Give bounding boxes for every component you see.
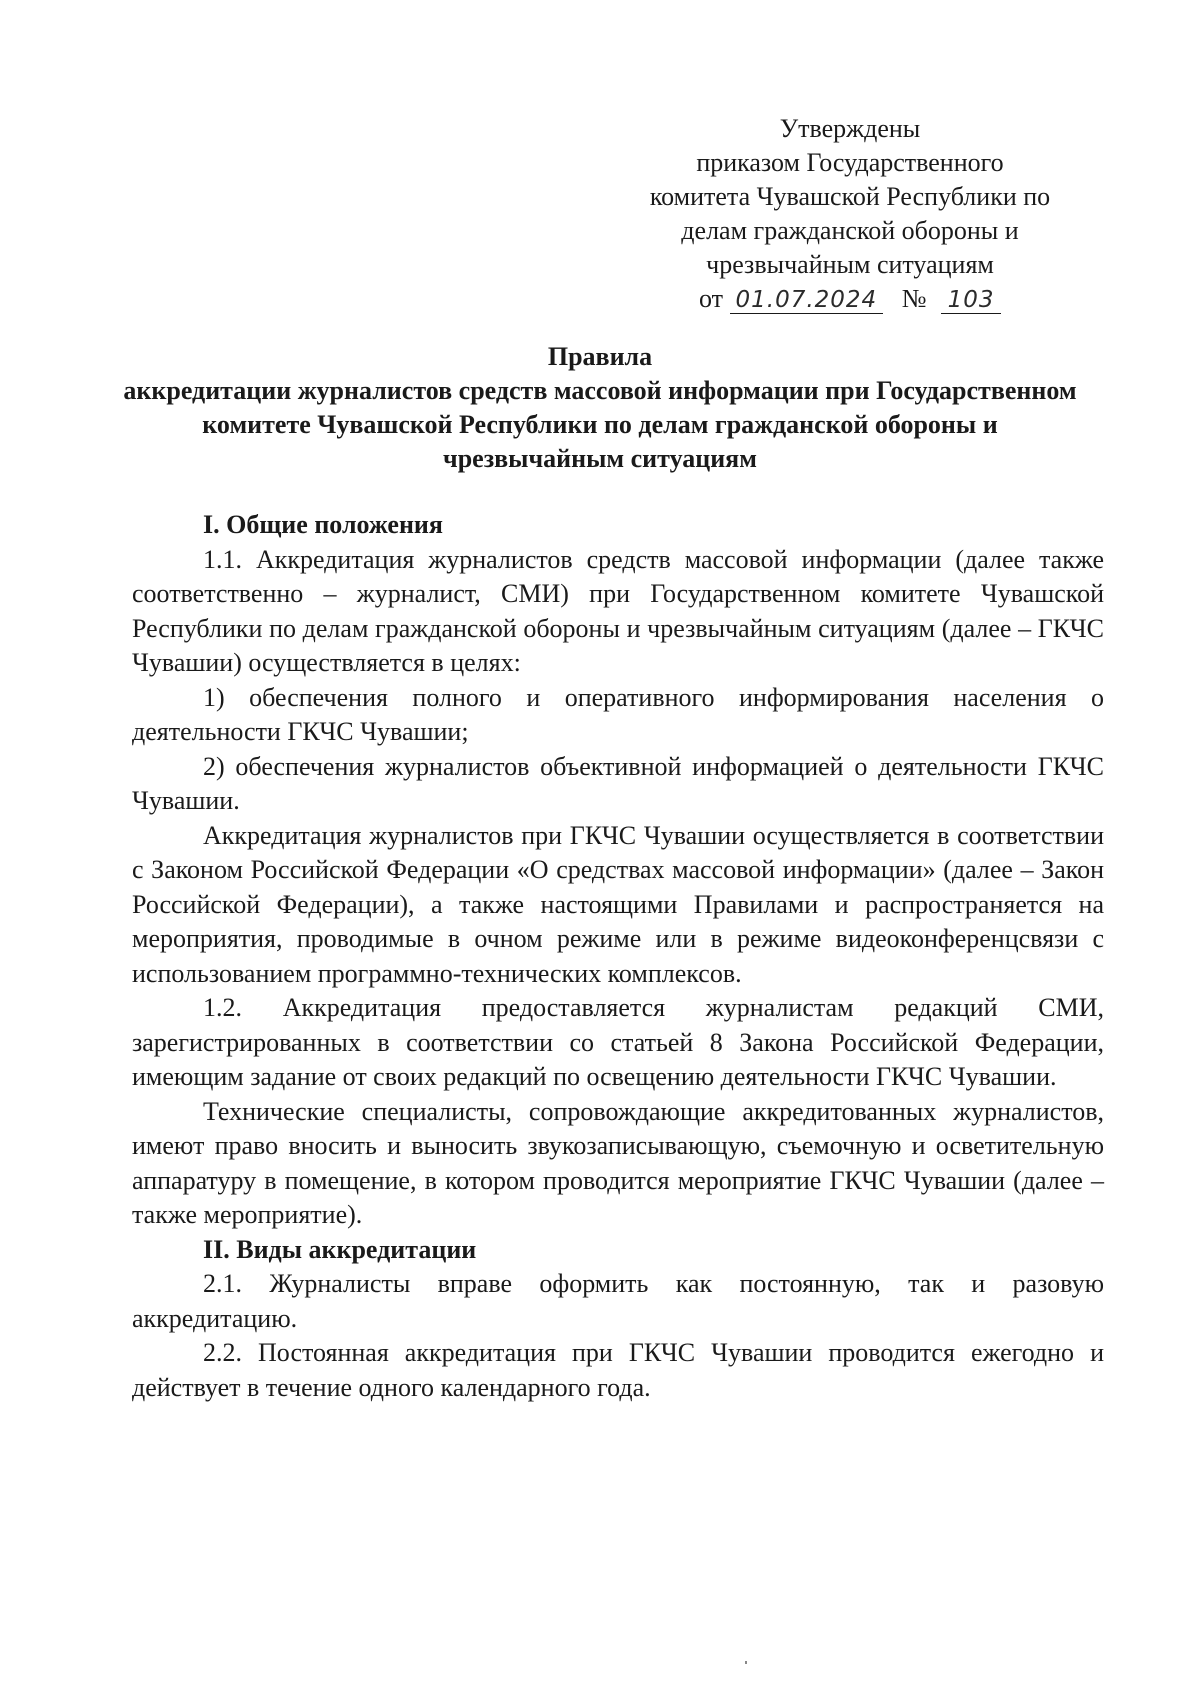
date-prefix: от xyxy=(698,284,723,313)
paragraph: Аккредитация журналистов при ГКЧС Чувашии осуществляется в соответствии с Законом Российской Федерации «О средствах массовой информации» (далее – Закон Российской Федерации), а также настоящими Правилами и распространяется на мероприятия, проводимые в очном режиме или в режиме видеоконференцсвязи с использованием программно-технических комплексов. xyxy=(132,820,1104,988)
document-body xyxy=(132,508,1104,1405)
order-number: 103 xyxy=(947,287,995,313)
title-main: Правила xyxy=(547,342,653,371)
paragraph: 2) обеспечения журналистов объективной информацией о деятельности ГКЧС Чувашии. xyxy=(132,751,1104,815)
paragraph: 1.2. Аккредитация предоставляется журналистам редакций СМИ, зарегистрированных в соответствии со статьей 8 Закона Российской Федерации, имеющим задание от своих редакций по освещению деятельности ГКЧС Чувашии. xyxy=(132,993,1104,1091)
number-sign: № xyxy=(901,284,927,313)
paragraph: Технические специалисты, сопровождающие аккредитованных журналистов, имеют право вносить и выносить звукозаписывающую, съемочную и осветительную аппаратуру в помещение, в котором проводится мероприятие ГКЧС Чувашии (далее – также мероприятие). xyxy=(132,1096,1104,1229)
paragraph: 1) обеспечения полного и оперативного информирования населения о деятельности ГКЧС Чувашии; xyxy=(132,682,1104,746)
paragraph: 2.1. Журналисты вправе оформить как постоянную, так и разовую аккредитацию. xyxy=(132,1269,1104,1333)
title-subtitle: аккредитации журналистов средств массовой информации при Государственном комитете Чувашской Республики по делам гражданской обороны и чрезвычайным ситуациям xyxy=(123,376,1077,473)
handwritten-number xyxy=(941,286,1001,314)
date-value: 01.07.2024 xyxy=(735,287,878,313)
section-heading: I. Общие положения xyxy=(203,510,443,539)
document-title xyxy=(120,340,1080,476)
approval-line: приказом Государственного xyxy=(696,148,1004,177)
approval-stamp-block xyxy=(600,112,1100,316)
scan-speck xyxy=(745,1661,747,1664)
approval-line: делам гражданской обороны и xyxy=(681,216,1019,245)
approval-line: Утверждены xyxy=(779,114,921,143)
approval-line: чрезвычайным ситуациям xyxy=(706,250,994,279)
section-heading: II. Виды аккредитации xyxy=(203,1234,477,1264)
handwritten-date xyxy=(730,286,884,314)
paragraph: 1.1. Аккредитация журналистов средств массовой информации (далее также соответственно – журналист, СМИ) при Государственном комитете Чувашской Республики по делам гражданской обороны и чрезвычайным ситуациям (далее – ГКЧС Чувашии) осуществляется в целях: xyxy=(132,544,1104,677)
paragraph: 2.2. Постоянная аккредитация при ГКЧС Чувашии проводится ежегодно и действует в течение одного календарного года. xyxy=(132,1338,1104,1402)
approval-date-number-line xyxy=(600,282,1100,316)
approval-line: комитета Чувашской Республики по xyxy=(649,182,1051,211)
